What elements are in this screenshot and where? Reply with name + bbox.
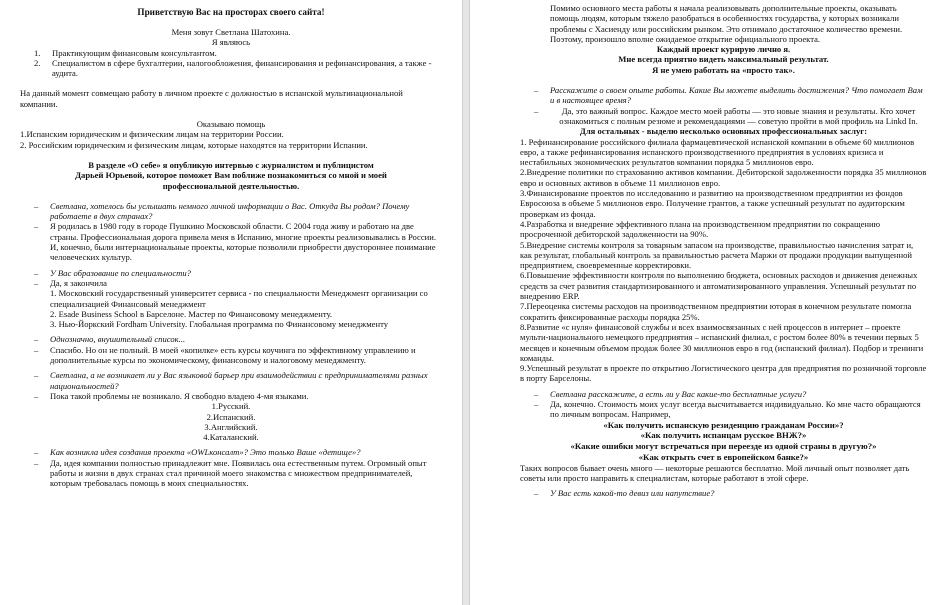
roles-list <box>20 48 442 79</box>
interview-answer <box>20 221 442 262</box>
services-title: Для остальных - выделю несколько основных профессиональных заслуг: <box>579 126 868 137</box>
dash-mark: – <box>34 200 39 211</box>
list-number: 1. <box>34 47 41 58</box>
answer-text: Да, это важный вопрос. Каждое место моей работы — это новые знания и результаты. Кто хочет ознакомиться с полным резюме и рекомендациями — советую пройти в мой профиль на Linkd In. <box>559 105 918 126</box>
achievement-item: 6.Повышение эффективности контроля по выполнению бюджета, основных расходов и движения денежных средств за счет развития стандартизированного и автоматизированного управления. Успешный результат по внедрению ERP. <box>520 270 918 302</box>
document-page-right <box>470 0 939 605</box>
dash-mark: – <box>34 370 39 381</box>
dash-mark: – <box>34 334 39 345</box>
list-item <box>20 58 442 79</box>
achievement-item: 5.Внедрение системы контроля за товарным запасом на производстве, правильностью начисления затрат и, как результат, глобальный контроль за правильностью расчета Маржи от продажи продукции выпущенной предприятием, своевременные корректировки. <box>520 239 914 271</box>
dash-mark: – <box>534 398 539 409</box>
dash-mark: – <box>34 447 39 458</box>
dash-mark: – <box>534 105 539 116</box>
list-text: Практикующим финансовым консультантом. <box>52 47 217 58</box>
answer-text: Спасибо. Но он не полный. В моей «копилке» есть курсы коучинга по эффективному управлению и дополнительные курсы по экономическому, финансовому и налоговому менеджменту. <box>50 344 416 366</box>
help-item: 1.Испанским юридическим и физическим лицам на территории России. <box>20 129 284 140</box>
interview-answer <box>20 391 442 401</box>
intro-name: Меня зовут Светлана Шатохина. <box>171 27 291 37</box>
answer-text: Да, идея компании полностью принадлежит мне. Появилась она естественным путем. Огромный опыт работы и жизни в двух странах стал причиной моего знакомства с множеством предпринимателей, которым требовалась помощь в моих специальностях. <box>50 457 427 489</box>
education-item: 1. Московский государственный университет сервиса - по специальности Менеджмент организации со специализацией Финансовый менеджмент <box>50 288 428 309</box>
example-question: «Как открыть счет в европейском банке?» <box>638 451 809 462</box>
interview-question <box>20 334 442 344</box>
language-item: 1.Русский. <box>211 401 251 412</box>
dash-mark: – <box>34 457 39 468</box>
dash-mark: – <box>34 390 39 401</box>
interview-question <box>20 201 442 222</box>
question-text: У Вас есть какой-то девиз или напутствие? <box>550 488 715 499</box>
question-text: Однозначно, внушительный список... <box>50 334 186 345</box>
interview-answer <box>20 278 442 288</box>
question-text: Как возникла идея создания проекта «OWLконсалт»? Это только Ваше «детище»? <box>50 447 361 458</box>
answer-text: Да, я закончила <box>50 277 107 288</box>
interview-answer <box>520 106 927 127</box>
education-item: 3. Нью-Йоркский Fordham University. Глобальная программа по Финансовому менеджменту <box>50 319 389 330</box>
achievement-item: 7.Переоценка системы расходов на производственном предприятии юторая в конечном результате помогла сократить фиксированные расходы порядка 25%. <box>520 301 912 322</box>
achievement-item: 4.Разработка и внедрение эффективного плана на производственном предприятии по сокращению просроченной дебиторской задолженности на 90%. <box>520 218 881 240</box>
interview-question <box>520 389 927 399</box>
interview-answer <box>20 458 442 489</box>
answer-text: Да, конечно. Стоимость моих услуг всегда высчитывается индивидуально. Ко мне часто обращаются по личным вопросам. Например, <box>550 398 921 420</box>
achievement-item: 9.Успешный результат в проекте по открытию Логистического центра для предприятия по розничной торговле в порту Барселоны. <box>520 363 927 384</box>
interview-question <box>20 447 442 457</box>
document-page-left <box>0 0 460 605</box>
opening-paragraph: Помимо основного места работы я начала реализовывать дополнительные проекты, оказывать помощь людям, которым тяжело разобраться в особенностях государства, у которых возникали проблемы с Хасиенду или российским рынком. Это отнимало достаточное количество времени. Поэтому, произошло вполне ожидаемое открытие официального проекта. <box>550 3 903 44</box>
dash-mark: – <box>34 267 39 278</box>
question-text: Расскажите о своем опыте работы. Какие Вы можете выделить достижения? Что помогает Вам и в настоящее время? <box>550 85 923 106</box>
list-item <box>20 48 442 58</box>
dash-mark: – <box>534 85 539 96</box>
dash-mark: – <box>34 277 39 288</box>
achievement-item: 2.Внедрение политики по страхованию активов компании. Дебиторской задолженности порядка 35 миллионов евро и основных активов в объеме 11 миллионов евро. <box>520 167 927 188</box>
help-title: Оказываю помощь <box>196 119 266 130</box>
achievement-item: 8.Развитие «с нуля» финансовой службы и всех взаимосвязанных с ней процессов в интернет – проекте мульти-национального немецкого предприятия – испанский филиал, с ростом более 80% в течении первых 5 месяцев и конечным объемом продаж более 30 миллионов евро в год (испанский филиал). Подбор и тренинги команды. <box>520 321 924 363</box>
dash-mark: – <box>534 488 539 499</box>
motto-line: Мне всегда приятно видеть максимальный результат. <box>618 54 829 65</box>
answer-text: Пока такой проблемы не возникало. Я свободно владею 4-мя языками. <box>50 390 309 401</box>
current-work-paragraph: На данный момент совмещаю работу в личном проекте с должностью в испанской мультинациональной компании. <box>20 88 403 109</box>
interview-question <box>520 488 927 498</box>
language-item: 3.Английский. <box>204 421 258 432</box>
dash-mark: – <box>34 344 39 355</box>
question-text: У Вас образование по специальности? <box>50 267 191 278</box>
interview-question <box>20 370 442 391</box>
dash-mark: – <box>534 388 539 399</box>
interview-question <box>20 268 442 278</box>
example-question: «Как получить испанцам русское ВНЖ?» <box>640 430 807 441</box>
closing-paragraph: Таких вопросов бывает очень много — некоторые решаются бесплатно. Мой личный опыт позволяет дать советы или просто направить к специалистам, которые работают в этой сфере. <box>520 462 910 484</box>
interview-answer <box>20 345 442 366</box>
answer-text: Я родилась в 1980 году в городе Пушкино Московской области. С 2004 года живу и работаю на две страны. Профессиональная дорога привела меня в Испанию, многие проекты реализовывались в России. И, конечно, были интернациональные проекты, которые позволили приобрести двустороннее понимание человеческих культур. <box>50 221 437 263</box>
example-question: «Как получить испанскую резиденцию гражданам России»? <box>603 419 844 430</box>
achievement-item: 3.Финансирование проектов по исследованию и развитию на производственном предприятии из фондов Евросоюза в объеме 5 миллионов евро. Получение грантов, а также успешный результат по аудиторским проверкам из фонда. <box>520 188 905 219</box>
education-item: 2. Esade Business School в Барселоне. Мастер по Финансовому менеджменту. <box>50 308 333 319</box>
language-item: 2.Испанский. <box>206 411 256 422</box>
question-text: Светлана расскажите, а есть ли у Вас какие-то бесплатные услуги? <box>550 388 807 399</box>
about-heading: В разделе «О себе» я опубликую интервью с журналистом и публицистом Дарьей Юрьевой, которое поможет Вам поближе познакомиться со мной и моей профессиональной деятельностью. <box>75 159 387 191</box>
language-item: 4.Каталанский. <box>203 432 259 443</box>
question-text: Светлана, хотелось бы услышать немного личной информации о Вас. Откуда Вы родом? Почему работаете в двух странах? <box>50 200 410 222</box>
achievement-item: 1. Рефинансирование российского филиала фармацевтической испанской компании в объеме 60 миллионов евро, а также рефинансирования испанского производственного предприятия в условиях кризиса и нестабильных экономических результатов компании порядка 5 миллионов евро. <box>520 136 915 168</box>
motto-line: Я не умею работать на «просто так». <box>652 64 795 75</box>
intro-i-am: Я являюсь <box>211 37 251 48</box>
motto-line: Каждый проект курирую лично я. <box>656 44 791 55</box>
interview-answer <box>520 399 927 420</box>
help-item: 2. Российским юридическим и физическим лицам, которые находятся на территории Испании. <box>20 139 368 150</box>
page-title: Приветствую Вас на просторах своего сайта! <box>137 7 325 17</box>
page-divider <box>462 0 470 605</box>
list-text: Специалистом в сфере бухгалтерии, налогообложения, финансирования и рефинансирования, а также - аудита. <box>52 57 432 79</box>
dash-mark: – <box>34 221 39 232</box>
question-text: Светлана, а не возникает ли у Вас языковой барьер при взаимодействии с предпринимателями разных национальностей? <box>50 370 428 391</box>
list-number: 2. <box>34 57 41 68</box>
example-question: «Какие ошибки могут встречаться при переезде из одной страны в другую?» <box>570 441 877 452</box>
interview-question <box>520 85 927 106</box>
